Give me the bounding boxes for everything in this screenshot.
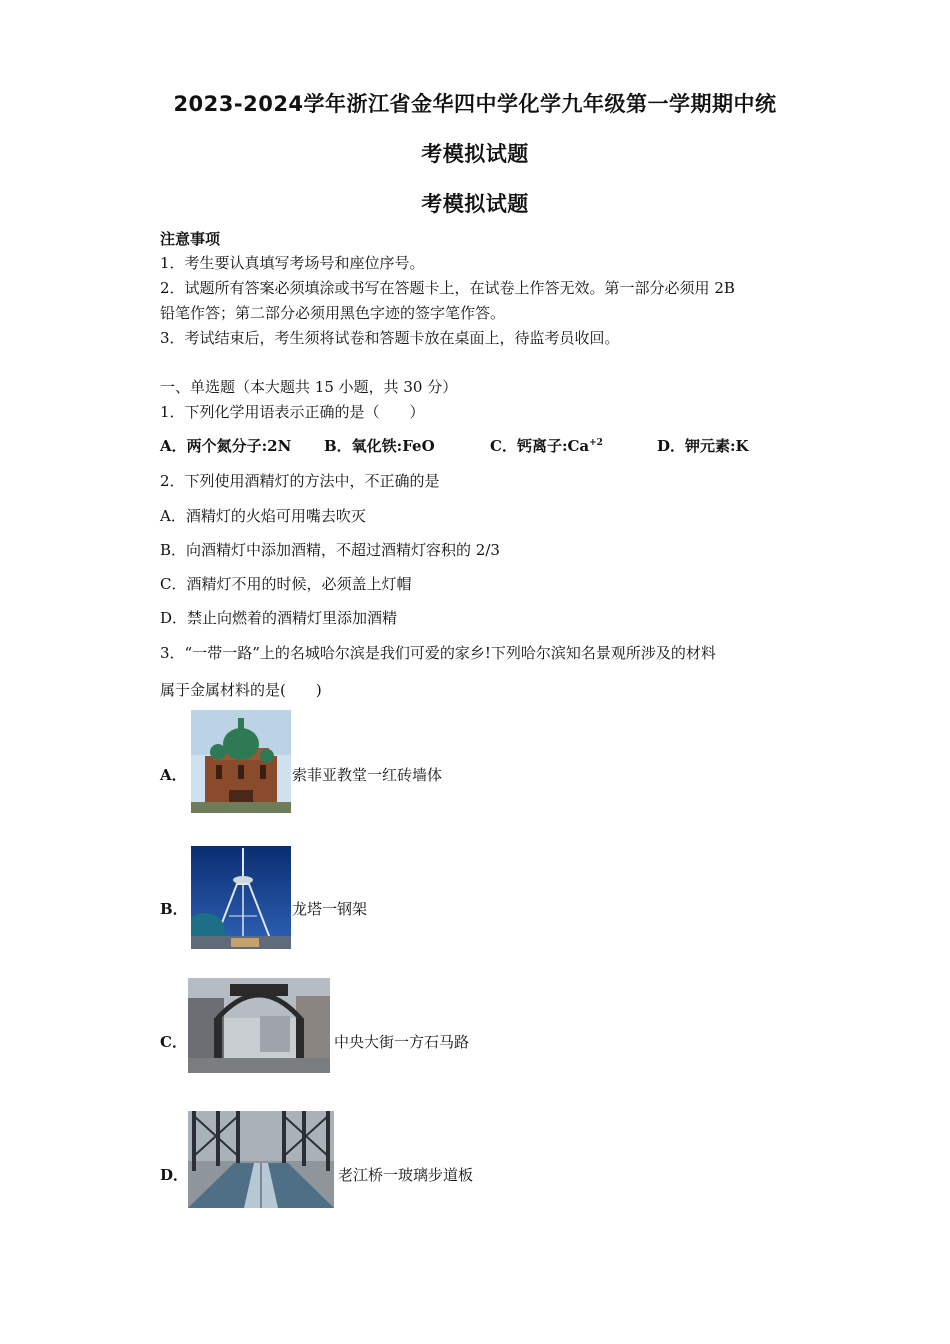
option-letter: B． [160,900,188,918]
option-caption: 索菲亚教堂一红砖墙体 [292,766,443,784]
question-3-stem-continued: 属于金属材料的是( ) [160,681,322,699]
option-caption: 中央大街一方石马路 [334,1033,470,1051]
option-c [490,435,603,456]
option-caption: 龙塔一钢架 [292,900,368,918]
page-title-continued: 考模拟试题 [421,142,529,166]
question-2-option: C．酒精灯不用的时候，必须盖上灯帽 [160,575,412,593]
page-title: 2023-2024学年浙江省金华四中学化学九年级第一学期期中统 [173,92,777,116]
notice-item: 2．试题所有答案必须填涂或书写在答题卡上，在试卷上作答无效。第一部分必须用 2B [160,279,735,297]
option-c-text: C．钙离子:Ca [490,437,590,455]
charge-superscript: +2 [589,438,603,448]
question-2-option: B．向酒精灯中添加酒精，不超过酒精灯容积的 2/3 [160,541,500,559]
option-b: B．氧化铁:FeO [324,437,435,455]
question-1-stem: 1．下列化学用语表示正确的是（ ） [160,403,425,421]
option-caption: 老江桥一玻璃步道板 [338,1166,474,1184]
notice-item: 3．考试结束后，考生须将试卷和答题卡放在桌面上，待监考员收回。 [160,329,620,347]
option-letter: C． [160,1033,187,1051]
question-3-stem: 3．“一带一路”上的名城哈尔滨是我们可爱的家乡!下列哈尔滨知名景观所涉及的材料 [160,644,716,662]
section-heading: 一、单选题（本大题共 15 小题，共 30 分） [160,378,458,396]
question-2-option: D．禁止向燃着的酒精灯里添加酒精 [160,609,398,627]
tower-photo-icon [191,846,291,949]
option-letter: D． [160,1166,189,1184]
question-2-stem: 2．下列使用酒精灯的方法中，不正确的是 [160,472,440,490]
option-d: D．钾元素:K [657,437,749,455]
page-subtitle: 考模拟试题 [421,192,529,216]
notice-item: 1．考生要认真填写考场号和座位序号。 [160,254,425,272]
notice-heading: 注意事项 [160,230,221,248]
notice-item: 铅笔作答；第二部分必须用黑色字迹的签字笔作答。 [160,304,506,322]
option-a: A．两个氮分子:2N [160,437,292,455]
question-2-option: A．酒精灯的火焰可用嘴去吹灭 [160,507,366,525]
bridge-photo-icon [188,1111,334,1208]
street-photo-icon [188,978,330,1073]
church-photo-icon [191,710,291,813]
option-letter: A． [160,766,187,784]
